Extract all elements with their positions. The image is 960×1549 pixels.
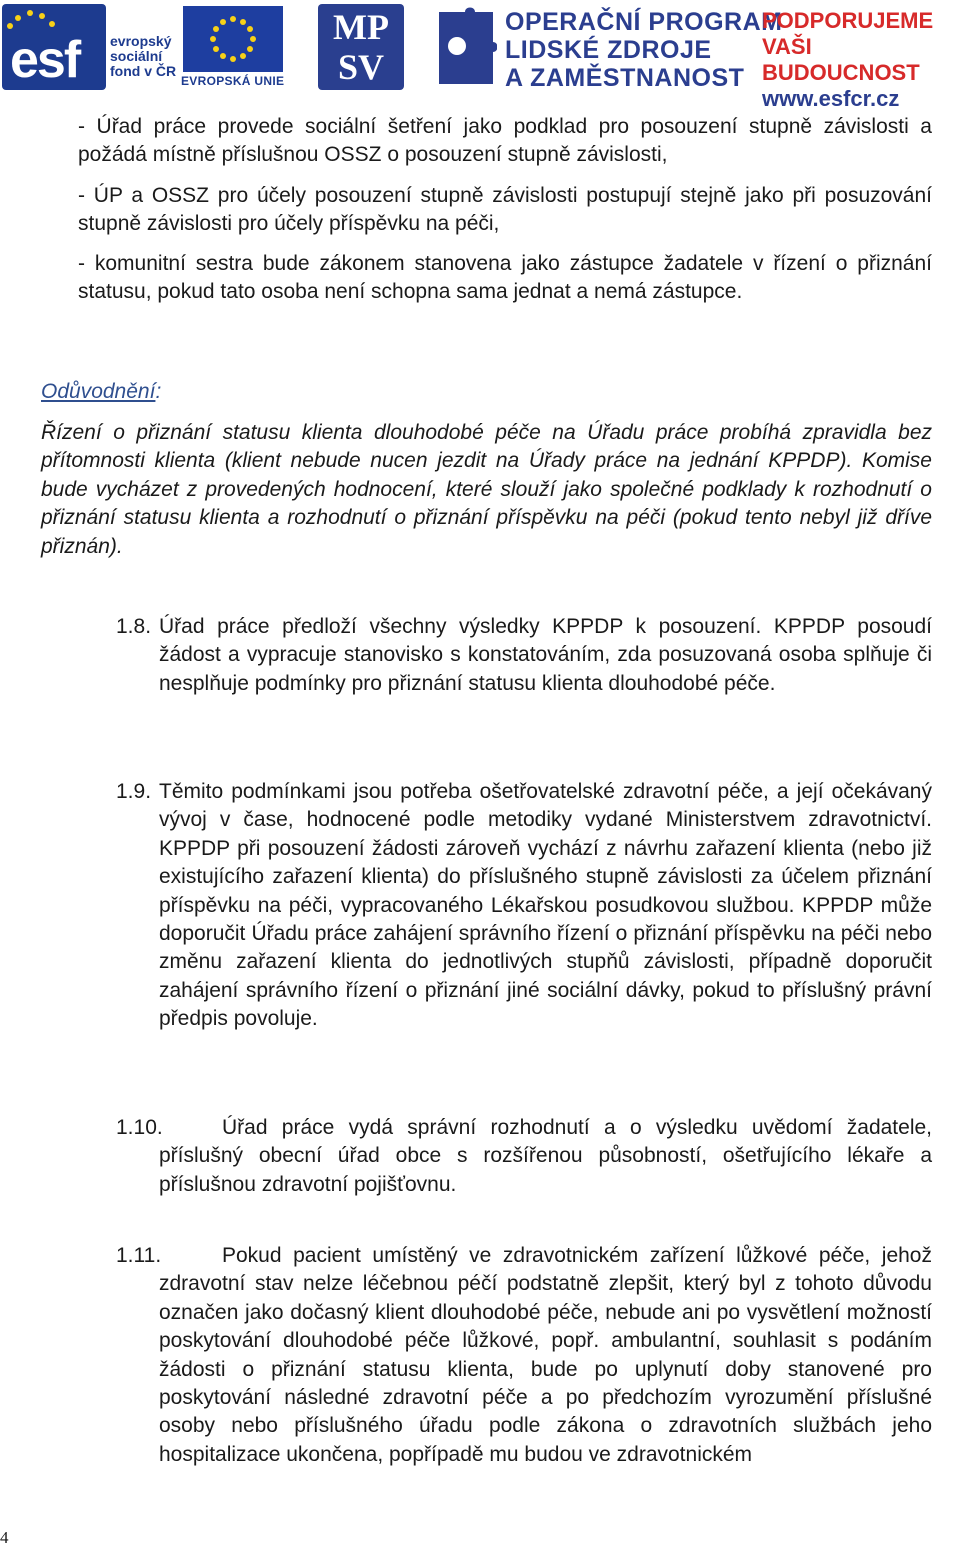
eu-caption: EVROPSKÁ UNIE xyxy=(181,74,285,88)
program-name-line: LIDSKÉ ZDROJE xyxy=(505,36,712,64)
esf-logo-text: esf xyxy=(10,31,80,89)
program-name-line: OPERAČNÍ PROGRAM xyxy=(505,8,783,36)
esf-logo xyxy=(2,4,106,90)
item-text: Úřad práce vydá správní rozhodnutí a o výsledku uvědomí žadatele, příslušný obecní úřad obce s rozšířenou působností, ošetřujícího lékaře a příslušnou zdravotní pojišťovnu. xyxy=(159,1116,932,1196)
item-text: Těmito podmínkami jsou potřeba ošetřovatelské zdravotní péče, a její očekávaný vývoj v čase, hodnocené podle metodiky vydané Ministerstvem zdravotnictví. KPPDP při posouzení žádosti zároveň vychází z návrhu zařazení klienta (nebo již existujícího zařazení klienta) do příslušného stupně závislosti za účelem přiznání příspěvku na péči, vypracovaného Lékařskou posudkovou službou. KPPDP může doporučit Úřadu práce zahájení správního řízení o přiznání příspěvku na péči nebo změnu zařazení klienta do jednotlivých stupňů závislosti, případně doporučit zahájení správního řízení o přiznání jiné sociální dávky, pokud to příslušný právní předpis povoluje. xyxy=(159,780,932,1031)
eu-flag-icon xyxy=(183,6,283,72)
bullet-item: - Úřad práce provede sociální šetření jako podklad pro posouzení stupně závislosti a požádá místně příslušnou OSSZ o posouzení stupně závislosti, xyxy=(78,115,932,167)
item-number: 1.10. xyxy=(116,1116,163,1139)
logo-header xyxy=(0,0,960,111)
mpsv-logo-line: MP xyxy=(333,7,389,47)
program-name xyxy=(505,8,782,92)
item-text: Pokud pacient umístěný ve zdravotnickém zařízení lůžkové péče, jehož zdravotní stav nelze léčebnou péčí podstatně zlepšit, který byl z tohoto důvodu označen jako dočasný klient dlouhodobé péče, nebude ani po vysvětlení možností poskytování dlouhodobé péče lůžkové, popř. ambulantní, souhlasit s podáním žádosti o přiznání statusu klienta, bude po uplynutí doby stanovené pro poskytování následné zdravotní péče a po předchozím vyrozumění příslušné osoby nebo příslušného úřadu podle zákona o zdravotních službách jeho hospitalizace ukončena, popřípadě mu budou ve zdravotnickém xyxy=(159,1244,932,1466)
esf-caption-line: fond v ČR xyxy=(110,63,177,79)
item-number: 1.8. xyxy=(116,615,152,638)
website-link[interactable]: www.esfcr.cz xyxy=(762,86,900,111)
program-name-line: A ZAMĚSTNANOST xyxy=(505,64,745,92)
esf-caption-line: sociální xyxy=(110,48,163,64)
bullet-item: - komunitní sestra bude zákonem stanovena jako zástupce žadatele v řízení o přiznání statusu, pokud tato osoba není schopna sama jednat a nemá zástupce. xyxy=(78,252,932,304)
section-heading-colon: : xyxy=(155,380,162,403)
page-number: 4 xyxy=(0,1528,9,1547)
section-heading xyxy=(41,378,161,406)
bullet-item: - ÚP a OSSZ pro účely posouzení stupně závislosti postupují stejně jako při posuzování stupně závislosti pro účely příspěvku na péči, xyxy=(78,184,932,236)
slogan-line: PODPORUJEME xyxy=(762,8,934,33)
mpsv-logo xyxy=(318,4,404,90)
slogan-line: VAŠI BUDOUCNOST xyxy=(762,34,920,85)
esf-caption xyxy=(110,34,176,79)
mpsv-logo-line: SV xyxy=(337,47,385,87)
section-heading-text: Odůvodnění xyxy=(41,380,156,403)
justification-text: Řízení o přiznání statusu klienta dlouhodobé péče na Úřadu práce probíhá zpravidla bez přítomnosti klienta (klient nebude nucen jezdit na Úřady práce na jednání KPPDP). Komise bude vycházet z provedených hodnocení, které slouží jako společné podklady k rozhodnutí o přiznání statusu klienta a rozhodnutí o přiznání příspěvku na péči (pokud tento nebyl již dříve přiznán). xyxy=(41,421,932,558)
puzzle-icon xyxy=(435,6,497,90)
item-text: Úřad práce předloží všechny výsledky KPPDP k posouzení. KPPDP posoudí žádost a vypracuje stanovisko s konstatováním, zda posuzovaná osoba splňuje či nesplňuje podmínky pro přiznání statusu klienta dlouhodobé péče. xyxy=(159,615,932,695)
item-number: 1.11. xyxy=(116,1244,162,1267)
esf-caption-line: evropský xyxy=(110,33,172,49)
item-number: 1.9. xyxy=(116,780,152,803)
slogan xyxy=(762,8,960,112)
